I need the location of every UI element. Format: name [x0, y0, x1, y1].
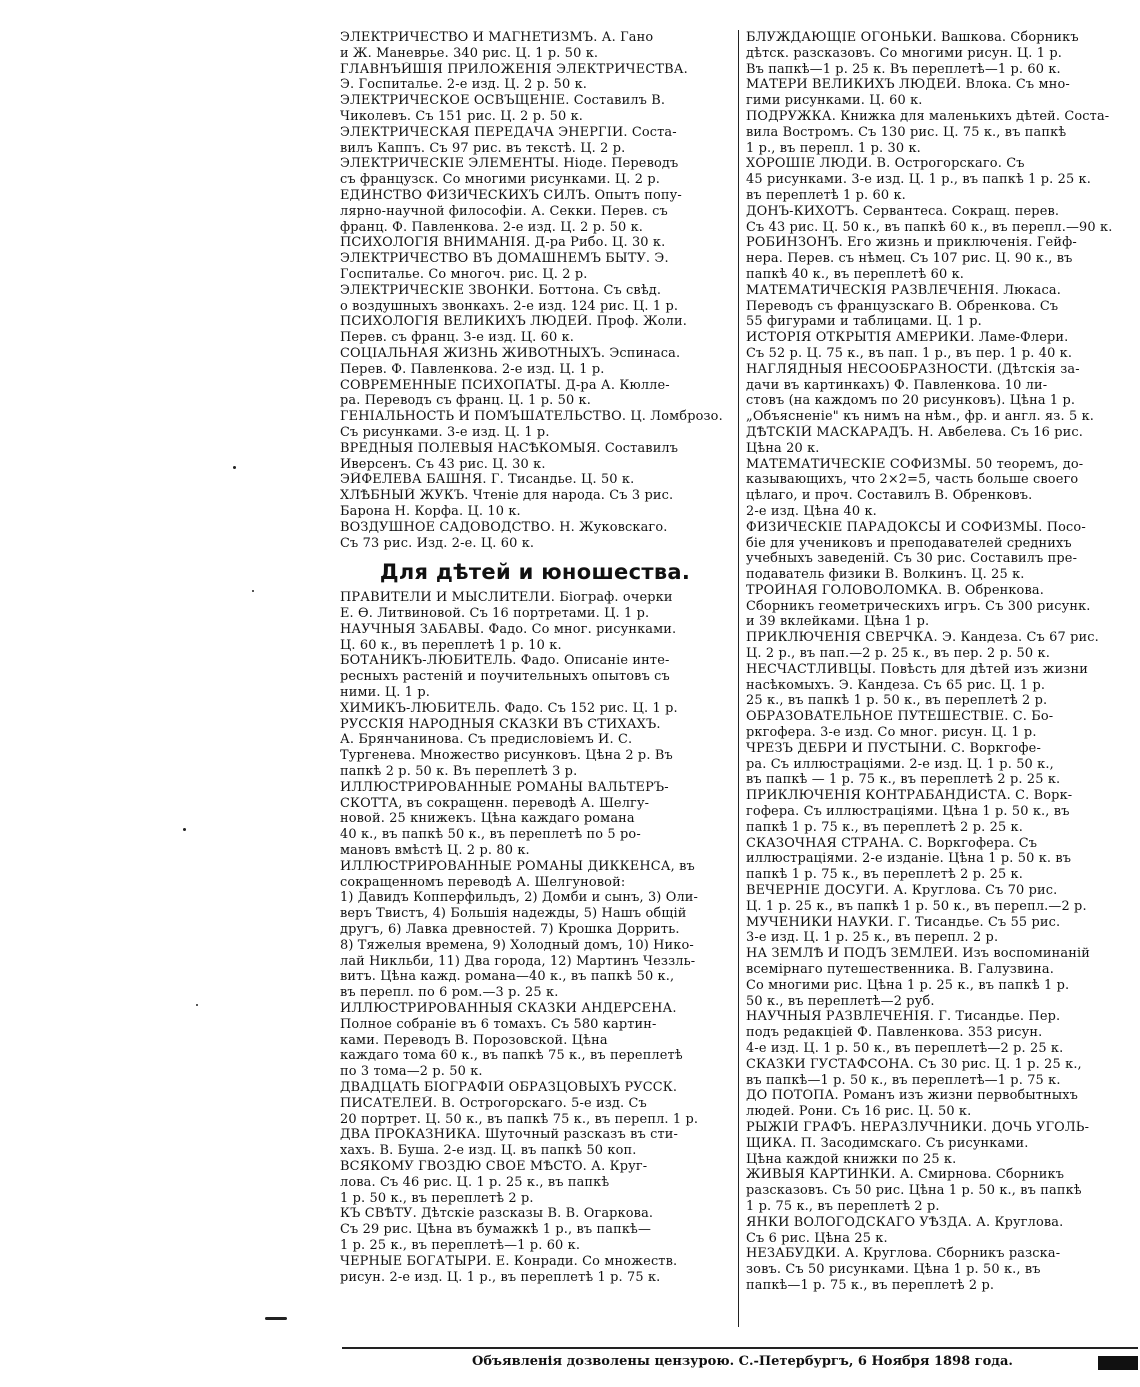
catalog-entry: [746, 77, 1138, 109]
entry-title-line: ПРИКЛЮЧЕНІЯ КОНТРАБАНДИСТА. С. Ворк-: [746, 788, 1073, 804]
catalog-entry: [746, 330, 1138, 362]
entry-text-line: А. Брянчанинова. Съ предисловіемъ И. С.: [340, 732, 633, 748]
entry-title-line: ХЛѢБНЫЙ ЖУКЪ. Чтеніе для народа. Съ 3 рис.: [340, 488, 674, 504]
entry-text-line: съ французск. Со многими рисунками. Ц. 2 р.: [340, 172, 661, 188]
catalog-entry: [746, 836, 1138, 883]
entry-text-line: Сборникъ геометрическихъ игръ. Съ 300 рисунк.: [746, 598, 1091, 614]
entry-text-line: мановъ вмѣстѣ Ц. 2 р. 80 к.: [340, 843, 530, 859]
catalog-entry: [746, 109, 1138, 156]
catalog-entry: [340, 62, 730, 94]
entry-text-line: въ папкѣ — 1 р. 75 к., въ переплетѣ 2 р. 25 к.: [746, 772, 1061, 788]
entry-text-line: вилъ Каппъ. Съ 97 рис. въ текстѣ. Ц. 2 р.: [340, 140, 626, 156]
entry-text-line: „Объясненіе" къ нимъ на нѣм., фр. и англ. яз. 5 к.: [746, 409, 1095, 425]
catalog-entry: [746, 741, 1138, 788]
entry-text-line: Перев. съ франц. 3-е изд. Ц. 60 к.: [340, 330, 575, 346]
catalog-entry: [340, 409, 730, 441]
scan-speck: [233, 466, 236, 469]
catalog-entry: [340, 235, 730, 251]
catalog-entry: [340, 378, 730, 410]
catalog-entry: [746, 156, 1138, 203]
entry-title-line: ЭЛЕКТРИЧЕСКІЕ ЭЛЕМЕНТЫ. Ніоде. Переводъ: [340, 156, 679, 172]
catalog-entry: [340, 590, 730, 622]
entry-title-line: ДОНЪ-КИХОТЪ. Сервантеса. Сокращ. перев.: [746, 203, 1060, 219]
entry-text-line: разсказовъ. Съ 50 рис. Цѣна 1 р. 50 к., въ папкѣ: [746, 1183, 1082, 1199]
catalog-entry: [746, 630, 1138, 662]
entry-text-line: папкѣ 1 р. 75 к., въ переплетѣ 2 р. 25 к.: [746, 819, 1024, 835]
entry-title-line: НЕСЧАСТЛИВЦЫ. Повѣсть для дѣтей изъ жизни: [746, 661, 1089, 677]
catalog-list-children-continued: [746, 30, 1138, 1294]
entry-title-line: ГЕНІАЛЬНОСТЬ И ПОМЪШАТЕЛЬСТВО. Ц. Ломброзо.: [340, 409, 723, 425]
entry-text-line: Чиколевъ. Съ 151 рис. Ц. 2 р. 50 к.: [340, 108, 584, 124]
entry-title-line: ЭЛЕКТРИЧЕСКАЯ ПЕРЕДАЧА ЭНЕРГІИ. Соста-: [340, 124, 677, 140]
entry-text-line: Барона Н. Корфа. Ц. 10 к.: [340, 503, 521, 519]
entry-title-line: СОВРЕМЕННЫЕ ПСИХОПАТЫ. Д-ра А. Кюлле-: [340, 377, 670, 393]
entry-text-line: 1 р. 75 к., въ переплетѣ 2 р.: [746, 1198, 940, 1214]
entry-text-line: ними. Ц. 1 р.: [340, 685, 431, 701]
catalog-entry: [340, 1254, 730, 1286]
entry-title-line: ПСИХОЛОГІЯ ВНИМАНІЯ. Д-ра Рибо. Ц. 30 к.: [340, 235, 666, 251]
scan-speck: [196, 1004, 198, 1006]
catalog-entry: [746, 362, 1138, 425]
entry-title-line: ВРЕДНЫЯ ПОЛЕВЫЯ НАСѢКОМЫЯ. Составилъ: [340, 440, 679, 456]
catalog-entry: [746, 1246, 1138, 1293]
entry-text-line: лярно-научной философіи. А. Секки. Перев. съ: [340, 203, 668, 219]
entry-text-line: Съ рисунками. 3-е изд. Ц. 1 р.: [340, 424, 550, 440]
entry-title-line: ФИЗИЧЕСКІЕ ПАРАДОКСЫ И СОФИЗМЫ. Посо-: [746, 519, 1086, 535]
catalog-entry: [340, 441, 730, 473]
entry-text-line: Е. Ѳ. Литвиновой. Съ 16 портретами. Ц. 1 р.: [340, 606, 650, 622]
catalog-entry: [746, 520, 1138, 583]
entry-text-line: Ц. 60 к., въ переплетѣ 1 р. 10 к.: [340, 637, 562, 653]
entry-title-line: ПОДРУЖКА. Книжка для маленькихъ дѣтей. Соста-: [746, 108, 1110, 124]
entry-title-line: НАУЧНЫЯ РАЗВЛЕЧЕНІЯ. Г. Тисандье. Пер.: [746, 1009, 1061, 1025]
entry-text-line: Въ папкѣ—1 р. 25 к. Въ переплетѣ—1 р. 60 к.: [746, 61, 1061, 77]
catalog-entry: [340, 346, 730, 378]
right-column: [746, 30, 1138, 1294]
entry-text-line: 2-е изд. Цѣна 40 к.: [746, 503, 877, 519]
scan-speck: [183, 828, 186, 831]
entry-text-line: біе для учениковъ и преподавателей среднихъ: [746, 535, 1072, 551]
entry-text-line: цѣлаго, и проч. Составилъ В. Обренковъ.: [746, 488, 1033, 504]
catalog-entry: [340, 1206, 730, 1253]
entry-title-line: ИЛЛЮСТРИРОВАННЫЕ РОМАНЫ ВАЛЬТЕРЪ-: [340, 779, 669, 795]
printer-mark: [1098, 1356, 1138, 1370]
catalog-entry: [746, 1215, 1138, 1247]
entry-text-line: ра. Переводъ съ франц. Ц. 1 р. 50 к.: [340, 393, 591, 409]
catalog-entry: [340, 488, 730, 520]
entry-text-line: сокращенномъ переводѣ А. Шелгуновой:: [340, 874, 626, 890]
entry-title-line: БОТАНИКЪ-ЛЮБИТЕЛЬ. Фадо. Описаніе инте-: [340, 653, 670, 669]
entry-title-line: РОБИНЗОНЪ. Его жизнь и приключенія. Гейф-: [746, 235, 1077, 251]
catalog-entry: [340, 520, 730, 552]
catalog-entry: [746, 425, 1138, 457]
left-column: [340, 30, 730, 1285]
catalog-entry: [746, 283, 1138, 330]
entry-text-line: Цѣна каждой книжки по 25 к.: [746, 1151, 957, 1167]
catalog-entry: [746, 946, 1138, 1009]
entry-text-line: Э. Госпиталье. 2-е изд. Ц. 2 р. 50 к.: [340, 77, 588, 93]
entry-text-line: и 39 вклейками. Цѣна 1 р.: [746, 614, 930, 630]
catalog-entry: [340, 717, 730, 780]
entry-title-line: ЭЙФЕЛЕВА БАШНЯ. Г. Тисандье. Ц. 50 к.: [340, 472, 635, 488]
entry-text-line: 25 к., въ папкѣ 1 р. 50 к., въ переплетѣ 2 р.: [746, 693, 1048, 709]
catalog-entry: [340, 1127, 730, 1159]
catalog-entry: [746, 662, 1138, 709]
entry-text-line: 3-е изд. Ц. 1 р. 25 к., въ перепл. 2 р.: [746, 930, 999, 946]
entry-title-line: ПРАВИТЕЛИ И МЫСЛИТЕЛИ. Біограф. очерки: [340, 590, 673, 606]
entry-title-line: ИЛЛЮСТРИРОВАННЫЕ РОМАНЫ ДИККЕНСА, въ: [340, 858, 695, 874]
entry-title-line: БЛУЖДАЮЩІЕ ОГОНЬКИ. Вашкова. Сборникъ: [746, 30, 1079, 45]
entry-title-line: ЭЛЕКТРИЧЕСКІЕ ЗВОНКИ. Боттона. Съ свѣд.: [340, 282, 662, 298]
entry-title-line: СКАЗОЧНАЯ СТРАНА. С. Воркгофера. Съ: [746, 835, 1038, 851]
catalog-entry: [746, 30, 1138, 77]
entry-title-line: ТРОЙНАЯ ГОЛОВОЛОМКА. В. Обренкова.: [746, 582, 1044, 598]
entry-text-line: папкѣ—1 р. 75 к., въ переплетѣ 2 р.: [746, 1277, 995, 1293]
catalog-entry: [340, 653, 730, 700]
catalog-entry: [340, 1001, 730, 1080]
entry-title-line: ИЛЛЮСТРИРОВАННЫЯ СКАЗКИ АНДЕРСЕНА.: [340, 1001, 677, 1017]
censorship-notice: Объявленія дозволены цензурою. С.-Петербургъ, 6 Ноября 1898 года.: [472, 1354, 1013, 1369]
entry-text-line: витъ. Цѣна кажд. романа—40 к., въ папкѣ 50 к.,: [340, 969, 675, 985]
entry-title-line: РУССКІЯ НАРОДНЫЯ СКАЗКИ ВЪ СТИХАХЪ.: [340, 716, 661, 732]
entry-title-line: ЭЛЕКТРИЧЕСКОЕ ОСВЪЩЕНІЕ. Составилъ В.: [340, 93, 666, 109]
entry-title-line: ЕДИНСТВО ФИЗИЧЕСКИХЪ СИЛЪ. Опытъ попу-: [340, 187, 682, 203]
entry-text-line: дачи въ картинкахъ) Ф. Павленкова. 10 ли-: [746, 377, 1048, 393]
catalog-entry: [746, 1088, 1138, 1120]
entry-text-line: Перев. Ф. Павленкова. 2-е изд. Ц. 1 р.: [340, 361, 605, 377]
catalog-entry: [340, 622, 730, 654]
entry-title-line: ХИМИКЪ-ЛЮБИТЕЛЬ. Фадо. Съ 152 рис. Ц. 1 р.: [340, 700, 678, 716]
entry-title-line: ГЛАВНЪЙШІЯ ПРИЛОЖЕНІЯ ЭЛЕКТРИЧЕСТВА.: [340, 61, 688, 77]
catalog-entry: [746, 204, 1138, 236]
entry-text-line: 50 к., въ переплетѣ—2 руб.: [746, 993, 935, 1009]
entry-title-line: НАУЧНЫЯ ЗАБАВЫ. Фадо. Со мног. рисунками.: [340, 621, 677, 637]
entry-text-line: о воздушныхъ звонкахъ. 2-е изд. 124 рис. Ц. 1 р.: [340, 298, 679, 314]
entry-title-line: РЫЖІЙ ГРАФЪ. НЕРАЗЛУЧНИКИ. ДОЧЬ УГОЛЬ-: [746, 1119, 1090, 1135]
entry-text-line: учебныхъ заведеній. Съ 30 рис. Составилъ пре-: [746, 551, 1078, 567]
entry-text-line: папкѣ 1 р. 75 к., въ переплетѣ 2 р. 25 к.: [746, 867, 1024, 883]
entry-text-line: ками. Переводъ В. Порозовской. Цѣна: [340, 1032, 608, 1048]
catalog-entry: [340, 188, 730, 235]
entry-title-line: ЯНКИ ВОЛОГОДСКАГО УѢЗДА. А. Круглова.: [746, 1214, 1064, 1230]
entry-text-line: Тургенева. Множество рисунковъ. Цѣна 2 р. Въ: [340, 748, 673, 764]
entry-text-line: Съ 29 рис. Цѣна въ бумажкѣ 1 р., въ папкѣ—: [340, 1222, 651, 1238]
catalog-entry: [340, 93, 730, 125]
catalog-entry: [340, 314, 730, 346]
entry-text-line: всемірнаго путешественника. В. Галузвина.: [746, 962, 1054, 978]
entry-text-line: 1 р. 50 к., въ переплетѣ 2 р.: [340, 1190, 534, 1206]
entry-title-line: ВЕЧЕРНІЕ ДОСУГИ. А. Круглова. Съ 70 рис.: [746, 883, 1058, 899]
entry-title-line: ИСТОРІЯ ОТКРЫТІЯ АМЕРИКИ. Ламе-Флери.: [746, 330, 1069, 346]
catalog-entry: [746, 915, 1138, 947]
entry-title-line: ЧЕРНЫЕ БОГАТЫРИ. Е. Конради. Со множеств.: [340, 1253, 678, 1269]
catalog-entry: [340, 859, 730, 1001]
entry-text-line: 45 рисунками. 3-е изд. Ц. 1 р., въ папкѣ 1 р. 25 к.: [746, 172, 1092, 188]
entry-text-line: ркгофера. 3-е изд. Со мног. рисун. Ц. 1 р.: [746, 725, 1037, 741]
catalog-entry: [340, 125, 730, 157]
entry-title-line: НЕЗАБУДКИ. А. Круглова. Сборникъ разска-: [746, 1246, 1061, 1262]
entry-text-line: ПИСАТЕЛЕЙ. В. Острогорскаго. 5-е изд. Съ: [340, 1095, 647, 1111]
entry-title-line: МАТЕРИ ВЕЛИКИХЪ ЛЮДЕЙ. Влока. Съ мно-: [746, 77, 1070, 93]
entry-title-line: ДВАДЦАТЬ БІОГРАФІЙ ОБРАЗЦОВЫХЪ РУССК.: [340, 1080, 678, 1095]
catalog-entry: [340, 1159, 730, 1206]
catalog-entry: [340, 30, 730, 62]
entry-text-line: иллюстраціями. 2-е изданіе. Цѣна 1 р. 50 к. въ: [746, 851, 1072, 867]
entry-text-line: Иверсенъ. Съ 43 рис. Ц. 30 к.: [340, 456, 546, 472]
entry-text-line: въ перепл. по 6 ром.—3 р. 25 к.: [340, 985, 559, 1001]
entry-text-line: ресныхъ растеній и поучительныхъ опытовъ съ: [340, 669, 670, 685]
catalog-entry: [340, 1080, 730, 1127]
catalog-list-children: [340, 590, 730, 1285]
entry-text-line: гими рисунками. Ц. 60 к.: [746, 93, 923, 109]
entry-text-line: другъ, 6) Лавка древностей. 7) Крошка Доррить.: [340, 922, 680, 938]
section-title-children: Для дѣтей и юношества.: [379, 560, 691, 585]
entry-title-line: ВСЯКОМУ ГВОЗДЮ СВОЕ МѢСТО. А. Круг-: [340, 1158, 648, 1174]
entry-text-line: нера. Перев. съ нѣмец. Съ 107 рис. Ц. 90 к., въ: [746, 251, 1073, 267]
entry-title-line: ХОРОШІЕ ЛЮДИ. В. Острогорскаго. Съ: [746, 156, 1025, 172]
catalog-entry: [746, 883, 1138, 915]
entry-title-line: МАТЕМАТИЧЕСКІЯ РАЗВЛЕЧЕНІЯ. Люкаса.: [746, 282, 1061, 298]
entry-title-line: НАГЛЯДНЫЯ НЕСООБРАЗНОСТИ. (Дѣтскія за-: [746, 361, 1080, 377]
catalog-entry: [746, 235, 1138, 282]
entry-title-line: СКАЗКИ ГУСТАФСОНА. Съ 30 рис. Ц. 1 р. 25 к.,: [746, 1056, 1082, 1072]
footer-rule: [342, 1347, 1138, 1349]
entry-title-line: ДО ПОТОПА. Романъ изъ жизни первобытныхъ: [746, 1088, 1079, 1104]
entry-title-line: ЭЛЕКТРИЧЕСТВО ВЪ ДОМАШНЕМЪ БЫТУ. Э.: [340, 251, 669, 267]
entry-text-line: 1 р., въ перепл. 1 р. 30 к.: [746, 140, 921, 156]
entry-text-line: СКОТТА, въ сокращенн. переводѣ А. Шелгу-: [340, 795, 650, 811]
catalog-entry: [340, 283, 730, 315]
catalog-entry: [340, 701, 730, 717]
entry-text-line: насѣкомыхъ. Э. Кандеза. Съ 65 рис. Ц. 1 р.: [746, 677, 1046, 693]
catalog-list-science: [340, 30, 730, 551]
entry-text-line: Со многими рис. Цѣна 1 р. 25 к., въ папкѣ 1 р.: [746, 977, 1070, 993]
entry-text-line: хахъ. В. Буша. 2-е изд. Ц. въ папкѣ 50 коп.: [340, 1143, 637, 1159]
entry-text-line: лова. Съ 46 рис. Ц. 1 р. 25 к., въ папкѣ: [340, 1174, 610, 1190]
entry-title-line: ЖИВЫЯ КАРТИНКИ. А. Смирнова. Сборникъ: [746, 1167, 1065, 1183]
catalog-entry: [746, 788, 1138, 835]
entry-text-line: дѣтск. разсказовъ. Со многими рисун. Ц. 1 р.: [746, 45, 1062, 61]
entry-title-line: ЧРЕЗЪ ДЕБРИ И ПУСТЫНИ. С. Воркгофе-: [746, 740, 1041, 756]
entry-text-line: подъ редакціей Ф. Павленкова. 353 рисун.: [746, 1025, 1043, 1041]
entry-text-line: 40 к., въ папкѣ 50 к., въ переплетѣ по 5 ро-: [340, 827, 641, 843]
catalog-entry: [746, 709, 1138, 741]
entry-text-line: франц. Ф. Павленкова. 2-е изд. Ц. 2 р. 50 к.: [340, 219, 644, 235]
entry-text-line: Полное собраніе въ 6 томахъ. Съ 580 картин-: [340, 1016, 657, 1032]
scan-speck: [252, 590, 254, 592]
entry-text-line: каждаго тома 60 к., въ папкѣ 75 к., въ переплетѣ: [340, 1048, 683, 1064]
entry-text-line: веръ Твистъ, 4) Большія надежды, 5) Нашъ общій: [340, 906, 687, 922]
entry-title-line: ДВА ПРОКАЗНИКА. Шуточный разсказъ въ сти-: [340, 1127, 678, 1143]
entry-text-line: 55 фигурами и таблицами. Ц. 1 р.: [746, 314, 982, 330]
catalog-entry: [746, 1057, 1138, 1089]
catalog-entry: [746, 583, 1138, 630]
entry-text-line: въ папкѣ—1 р. 50 к., въ переплетѣ—1 р. 75 к.: [746, 1072, 1061, 1088]
entry-text-line: Съ 6 рис. Цѣна 25 к.: [746, 1230, 888, 1246]
entry-text-line: Ц. 1 р. 25 к., въ папкѣ 1 р. 50 к., въ перепл.—2 р.: [746, 898, 1087, 914]
entry-text-line: гофера. Съ иллюстраціями. Цѣна 1 р. 50 к., въ: [746, 804, 1070, 820]
catalog-entry: [340, 780, 730, 859]
entry-text-line: Съ 43 рис. Ц. 50 к., въ папкѣ 60 к., въ перепл.—90 к.: [746, 219, 1113, 235]
entry-text-line: казывающихъ, что 2×2=5, часть больше своего: [746, 472, 1079, 488]
entry-text-line: ра. Съ иллюстраціями. 2-е изд. Ц. 1 р. 50 к.,: [746, 756, 1054, 772]
entry-text-line: по 3 тома—2 р. 50 к.: [340, 1064, 483, 1080]
catalog-entry: [746, 457, 1138, 520]
entry-title-line: МУЧЕНИКИ НАУКИ. Г. Тисандье. Съ 55 рис.: [746, 914, 1061, 930]
entry-text-line: 1 р. 25 к., въ переплетѣ—1 р. 60 к.: [340, 1237, 581, 1253]
catalog-entry: [746, 1167, 1138, 1214]
entry-title-line: МАТЕМАТИЧЕСКІЕ СОФИЗМЫ. 50 теоремъ, до-: [746, 456, 1084, 472]
entry-text-line: папкѣ 40 к., въ переплетѣ 60 к.: [746, 266, 965, 282]
entry-title-line: НА ЗЕМЛѢ И ПОДЪ ЗЕМЛЕЙ. Изъ воспоминаній: [746, 946, 1090, 962]
entry-title-line: ОБРАЗОВАТЕЛЬНОЕ ПУТЕШЕСТВІЕ. С. Бо-: [746, 709, 1054, 725]
entry-title-line: ПСИХОЛОГІЯ ВЕЛИКИХЪ ЛЮДЕЙ. Проф. Жоли.: [340, 314, 687, 330]
entry-title-line: ЭЛЕКТРИЧЕСТВО И МАГНЕТИЗМЪ. А. Гано: [340, 30, 654, 45]
catalog-entry: [340, 156, 730, 188]
column-divider: [738, 30, 739, 1327]
entry-text-line: лай Никльби, 11) Два города, 12) Мартинъ Чеззль-: [340, 953, 696, 969]
entry-text-line: 20 портрет. Ц. 50 к., въ папкѣ 75 к., въ перепл. 1 р.: [340, 1111, 699, 1127]
entry-title-line: КЪ СВѢТУ. Дѣтскіе разсказы В. В. Огаркова.: [340, 1206, 654, 1222]
entry-text-line: зовъ. Съ 50 рисунками. Цѣна 1 р. 50 к., въ: [746, 1262, 1041, 1278]
entry-text-line: 1) Давидъ Копперфильдъ, 2) Домби и сынъ, 3) Оли-: [340, 890, 699, 906]
entry-text-line: вила Востромъ. Съ 130 рис. Ц. 75 к., въ папкѣ: [746, 124, 1067, 140]
entry-text-line: подаватель физики В. Волкинъ. Ц. 25 к.: [746, 567, 1025, 583]
entry-text-line: Госпиталье. Со многоч. рис. Ц. 2 р.: [340, 266, 588, 282]
entry-title-line: СОЦІАЛЬНАЯ ЖИЗНЬ ЖИВОТНЫХЪ. Эспинаса.: [340, 345, 681, 361]
entry-text-line: 4-е изд. Ц. 1 р. 50 к., въ переплетѣ—2 р. 25 к.: [746, 1041, 1064, 1056]
entry-text-line: и Ж. Маневрье. 340 рис. Ц. 1 р. 50 к.: [340, 45, 599, 61]
entry-text-line: стовъ (на каждомъ по 20 рисунковъ). Цѣна 1 р.: [746, 393, 1076, 409]
entry-text-line: Цѣна 20 к.: [746, 440, 820, 456]
catalog-entry: [340, 472, 730, 488]
scan-speck: [265, 1317, 287, 1320]
entry-text-line: рисун. 2-е изд. Ц. 1 р., въ переплетѣ 1 р. 75 к.: [340, 1269, 661, 1285]
entry-text-line: папкѣ 2 р. 50 к. Въ переплетѣ 3 р.: [340, 764, 578, 780]
entry-text-line: ЩИКА. П. Засодимскаго. Съ рисунками.: [746, 1135, 1029, 1151]
entry-text-line: 8) Тяжелыя времена, 9) Холодный домъ, 10) Нико-: [340, 937, 694, 953]
entry-text-line: Съ 73 рис. Изд. 2-е. Ц. 60 к.: [340, 535, 535, 551]
entry-text-line: Ц. 2 р., въ пап.—2 р. 25 к., въ пер. 2 р. 50 к.: [746, 646, 1050, 662]
entry-text-line: Переводъ съ французскаго В. Обренкова. Съ: [746, 298, 1059, 314]
catalog-entry: [746, 1009, 1138, 1056]
entry-text-line: Съ 52 р. Ц. 75 к., въ пап. 1 р., въ пер. 1 р. 40 к.: [746, 345, 1073, 361]
entry-title-line: ДѢТСКІЙ МАСКАРАДЪ. Н. Авбелева. Съ 16 рис.: [746, 424, 1084, 440]
entry-title-line: ПРИКЛЮЧЕНІЯ СВЕРЧКА. Э. Кандеза. Съ 67 рис.: [746, 630, 1099, 646]
entry-text-line: въ переплетѣ 1 р. 60 к.: [746, 187, 906, 203]
catalog-entry: [340, 251, 730, 283]
entry-text-line: людей. Рони. Съ 16 рис. Ц. 50 к.: [746, 1104, 972, 1120]
entry-text-line: новой. 25 книжекъ. Цѣна каждаго романа: [340, 811, 635, 827]
entry-title-line: ВОЗДУШНОЕ САДОВОДСТВО. Н. Жуковскаго.: [340, 519, 668, 535]
catalog-entry: [746, 1120, 1138, 1167]
